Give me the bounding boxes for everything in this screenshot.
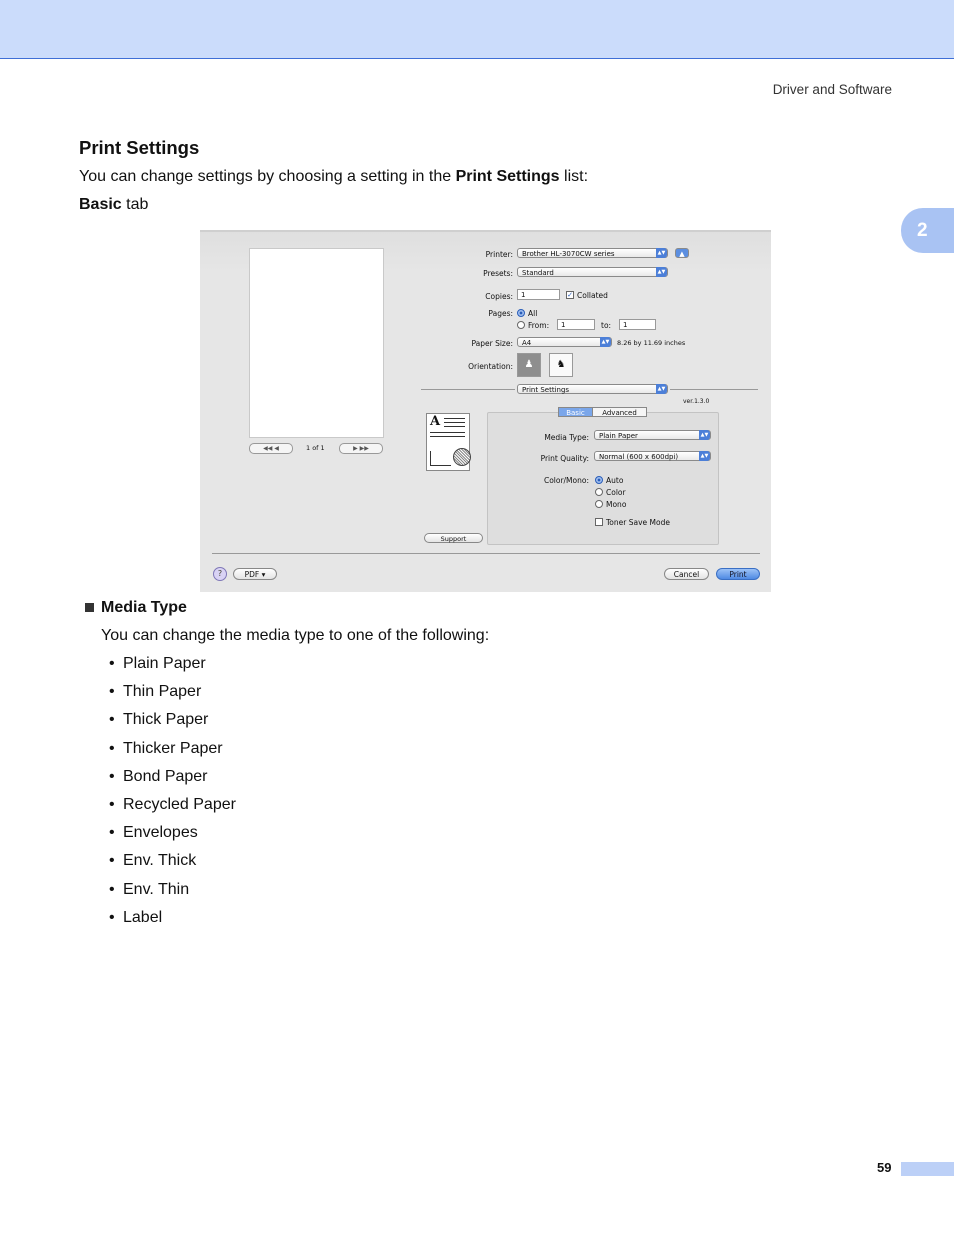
section-title: Print Settings [79, 137, 200, 158]
media-type-list [101, 655, 236, 937]
collated-checkbox[interactable]: ✓ [567, 291, 573, 299]
pages-all-radio[interactable] [517, 309, 525, 317]
preview-prev-buttons[interactable]: ◀◀ ◀ [249, 443, 293, 454]
section-intro: You can change settings by choosing a setting in the Print Settings list: [79, 168, 589, 185]
updown-arrow-icon: ▲▼ [700, 453, 709, 459]
page-preview [249, 248, 384, 438]
color-auto-radio[interactable] [595, 476, 603, 484]
printer-label: Printer: [485, 250, 513, 259]
print-quality-select[interactable]: Normal (600 x 600dpi) ▲▼ [594, 451, 711, 461]
driver-version: ver.1.3.0 [683, 398, 710, 405]
media-type-label: Media Type: [544, 433, 589, 442]
help-icon[interactable]: ? [213, 567, 227, 581]
header-band [0, 0, 954, 59]
pdf-menu-button[interactable]: PDF ▾ [233, 568, 277, 580]
divider-right [670, 389, 758, 390]
media-type-select[interactable]: Plain Paper ▲▼ [594, 430, 711, 440]
updown-arrow-icon: ▲▼ [601, 339, 610, 345]
print-dialog [200, 230, 771, 592]
list-item: • Thin Paper [101, 683, 236, 711]
print-button[interactable]: Print [716, 568, 760, 580]
printer-select[interactable]: Brother HL-3070CW series ▲▼ [517, 248, 668, 258]
copies-input[interactable]: 1 [517, 289, 560, 300]
pages-label: Pages: [488, 309, 513, 318]
copies-label: Copies: [485, 292, 513, 301]
collated-label: Collated [577, 291, 608, 300]
media-type-heading: Media Type [101, 599, 187, 616]
running-head: Driver and Software [772, 82, 892, 97]
divider-left [421, 389, 515, 390]
landscape-orientation-icon[interactable]: ♞ [549, 353, 573, 377]
pages-all-label: All [528, 309, 538, 318]
updown-arrow-icon: ▲▼ [657, 250, 666, 256]
chapter-tab: 2 [901, 208, 954, 253]
toner-save-checkbox[interactable] [595, 518, 603, 526]
basic-tab-caption: Basic tab [79, 196, 149, 213]
media-type-intro: You can change the media type to one of the following: [101, 627, 490, 644]
updown-arrow-icon: ▲▼ [657, 386, 666, 392]
disclosure-toggle-button[interactable]: ▲ [675, 248, 689, 258]
pages-to-input[interactable]: 1 [619, 319, 656, 330]
pages-from-radio[interactable] [517, 321, 525, 329]
updown-arrow-icon: ▲▼ [700, 432, 709, 438]
list-item: • Plain Paper [101, 655, 236, 683]
preview-page-count: 1 of 1 [306, 444, 325, 452]
toner-save-label: Toner Save Mode [606, 518, 670, 527]
dialog-bottom-divider [212, 553, 760, 554]
list-item: • Recycled Paper [101, 796, 236, 824]
orientation-label: Orientation: [468, 362, 513, 371]
list-item: • Env. Thin [101, 881, 236, 909]
pages-to-label: to: [601, 321, 612, 330]
portrait-orientation-icon[interactable]: ♟ [517, 353, 541, 377]
color-mono-option-label: Mono [606, 500, 627, 509]
preview-next-buttons[interactable]: ▶ ▶▶ [339, 443, 383, 454]
presets-label: Presets: [483, 269, 513, 278]
color-color-radio[interactable] [595, 488, 603, 496]
page-number: 59 [877, 1160, 892, 1175]
list-item: • Label [101, 909, 236, 937]
list-item: • Envelopes [101, 824, 236, 852]
list-item: • Bond Paper [101, 768, 236, 796]
color-auto-label: Auto [606, 476, 624, 485]
footer-bar [901, 1162, 954, 1176]
print-settings-preview-icon: A [426, 413, 470, 471]
paper-size-label: Paper Size: [471, 339, 513, 348]
tab-basic[interactable]: Basic [558, 407, 593, 417]
tab-advanced[interactable]: Advanced [592, 407, 647, 417]
support-button[interactable]: Support [424, 533, 483, 543]
color-mono-radio[interactable] [595, 500, 603, 508]
color-color-label: Color [606, 488, 626, 497]
paper-dimensions: 8.26 by 11.69 inches [617, 339, 686, 347]
color-mono-label: Color/Mono: [543, 476, 589, 485]
list-item: • Env. Thick [101, 852, 236, 880]
cancel-button[interactable]: Cancel [664, 568, 709, 580]
list-item: • Thicker Paper [101, 740, 236, 768]
square-bullet-icon [85, 603, 94, 612]
pages-from-input[interactable]: 1 [557, 319, 595, 330]
print-quality-label: Print Quality: [540, 454, 589, 463]
panel-select[interactable]: Print Settings ▲▼ [517, 384, 668, 394]
pages-from-label: From: [528, 321, 550, 330]
paper-size-select[interactable]: A4 ▲▼ [517, 337, 612, 347]
list-item: • Thick Paper [101, 711, 236, 739]
presets-select[interactable]: Standard ▲▼ [517, 267, 668, 277]
updown-arrow-icon: ▲▼ [657, 269, 666, 275]
